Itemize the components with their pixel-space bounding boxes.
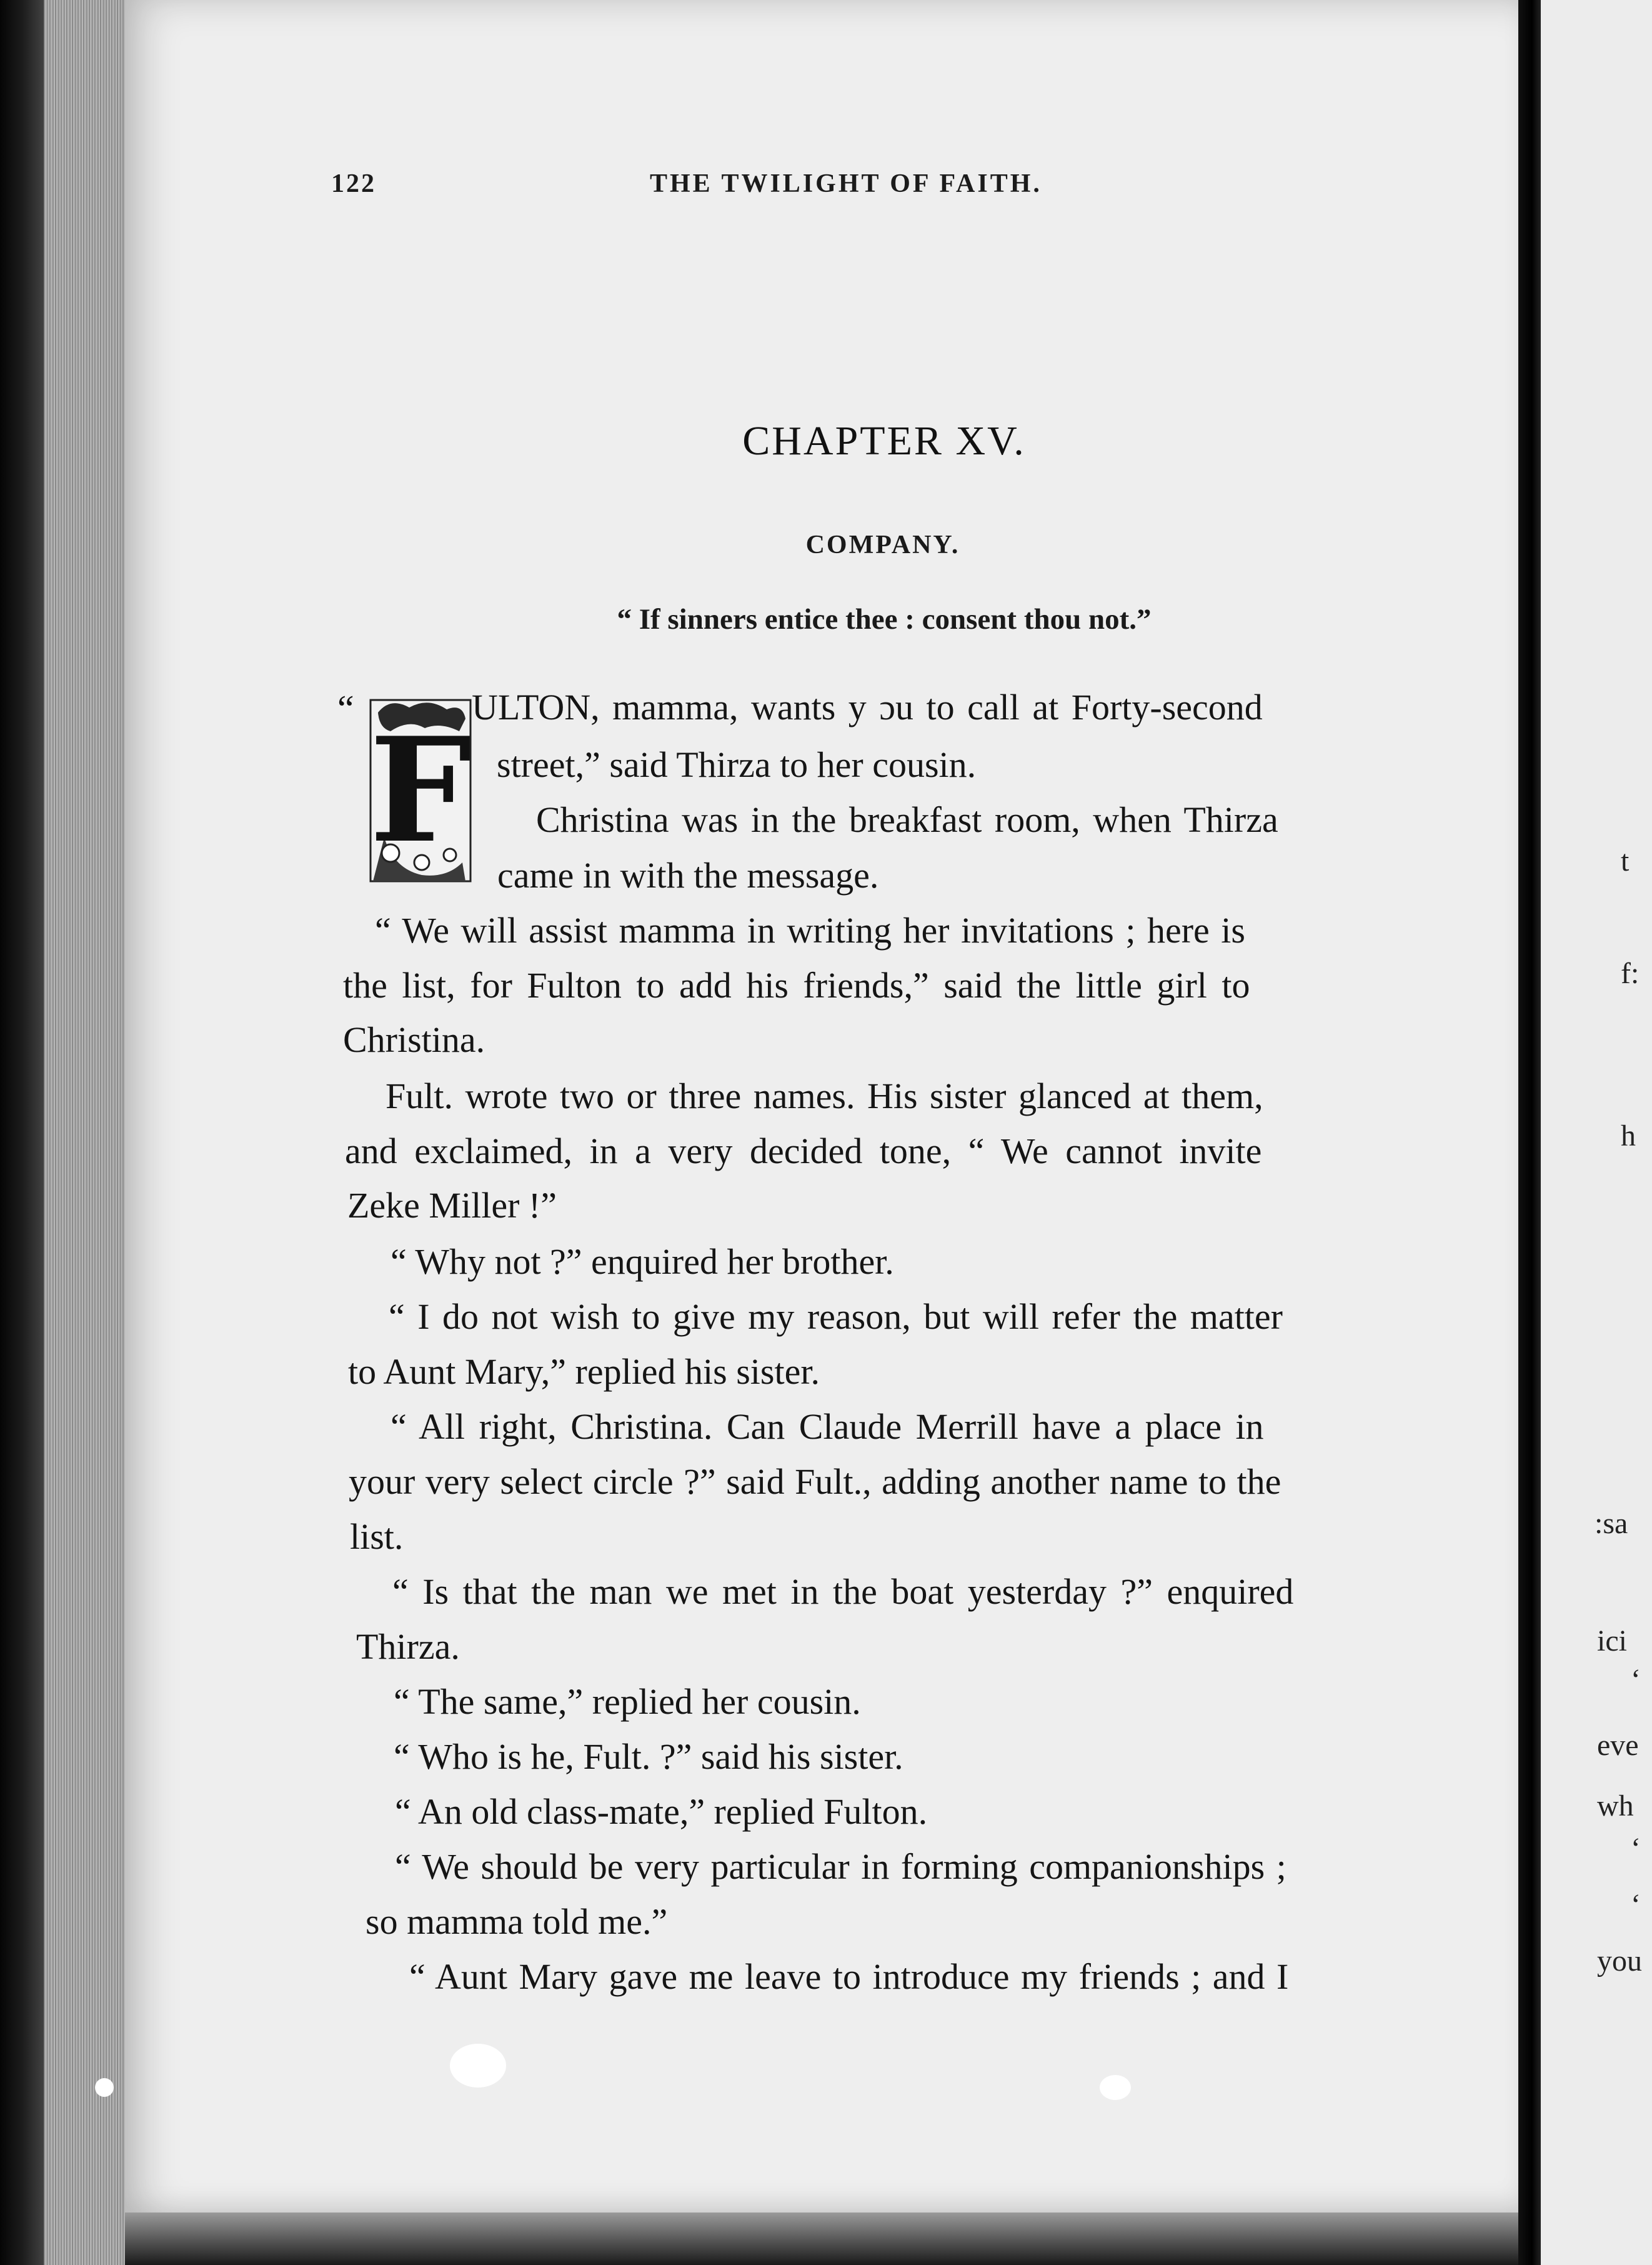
body-line: “ Is that the man we met in the boat yesterday ?” enquired [392,1571,1294,1612]
body-line: “ Why not ?” enquired her brother. [391,1241,894,1282]
facing-fragment: ‘ [1631,1663,1641,1696]
body-line: Fult. wrote two or three names. His sister glanced at them, [386,1076,1263,1116]
body-line: list. [350,1516,404,1557]
facing-fragment: wh [1597,1789,1634,1822]
body-line: your very select circle ?” said Fult., adding another name to the [349,1461,1281,1502]
body-line: ULTON, mamma, wants y ɔu to call at Forty-second [472,687,1263,728]
body-line: Zeke Miller !” [347,1185,557,1226]
body-line: “ The same,” replied her cousin. [394,1681,861,1722]
body-line: Thirza. [356,1626,460,1667]
dropcap-letter: F [369,706,472,875]
body-line: Christina. [343,1019,485,1060]
scan-speck [95,2078,114,2097]
facing-fragment: ici [1597,1624,1627,1658]
facing-fragment: h [1621,1119,1636,1152]
running-head-title: THE TWILIGHT OF FAITH. [650,169,1042,198]
epigraph: “ If sinners entice thee : consent thou not.” [617,603,1152,636]
body-line: the list, for Fulton to add his friends,” said the little girl to [343,965,1250,1006]
body-line: “ All right, Christina. Can Claude Merrill have a place in [391,1406,1264,1447]
facing-fragment: ‘ [1631,1832,1641,1865]
ornamental-dropcap [366,694,475,888]
chapter-subtitle: COMPANY. [805,531,960,559]
body-line: “ Who is he, Fult. ?” said his sister. [394,1736,903,1777]
body-line: “ An old class-mate,” replied Fulton. [395,1791,928,1832]
facing-fragment: f: [1621,957,1640,990]
facing-fragment: eve [1597,1729,1639,1762]
body-line: “ We will assist mamma in writing her invitations ; here is [375,910,1245,951]
page-number: 122 [331,169,376,198]
facing-fragment: you [1597,1944,1642,1978]
body-line: to Aunt Mary,” replied his sister. [348,1351,820,1392]
scan-speck [1100,2075,1131,2100]
body-line: and exclaimed, in a very decided tone, “ We cannot invite [345,1131,1262,1171]
body-line: “ I do not wish to give my reason, but will refer the matter [389,1296,1283,1337]
scan-speck [450,2044,506,2088]
body-line: Christina was in the breakfast room, when Thirza [536,799,1278,840]
chapter-title: CHAPTER XV. [742,418,1026,464]
facing-fragment: ‘ [1631,1888,1641,1921]
book-gutter [1518,0,1541,2265]
body-line: came in with the message. [497,855,879,896]
facing-fragment: t [1621,844,1630,878]
body-line: “ We should be very particular in forming companionships ; [395,1846,1286,1887]
body-line: street,” said Thirza to her cousin. [497,744,977,785]
page-bottom-shadow [125,2212,1525,2265]
body-line: so mamma told me.” [366,1901,668,1942]
dropcap-quote-mark: “ [337,688,354,729]
page-stack-edge [44,0,137,2265]
body-line: “ Aunt Mary gave me leave to introduce my friends ; and I [409,1956,1289,1997]
facing-fragment: :sa [1595,1507,1628,1540]
